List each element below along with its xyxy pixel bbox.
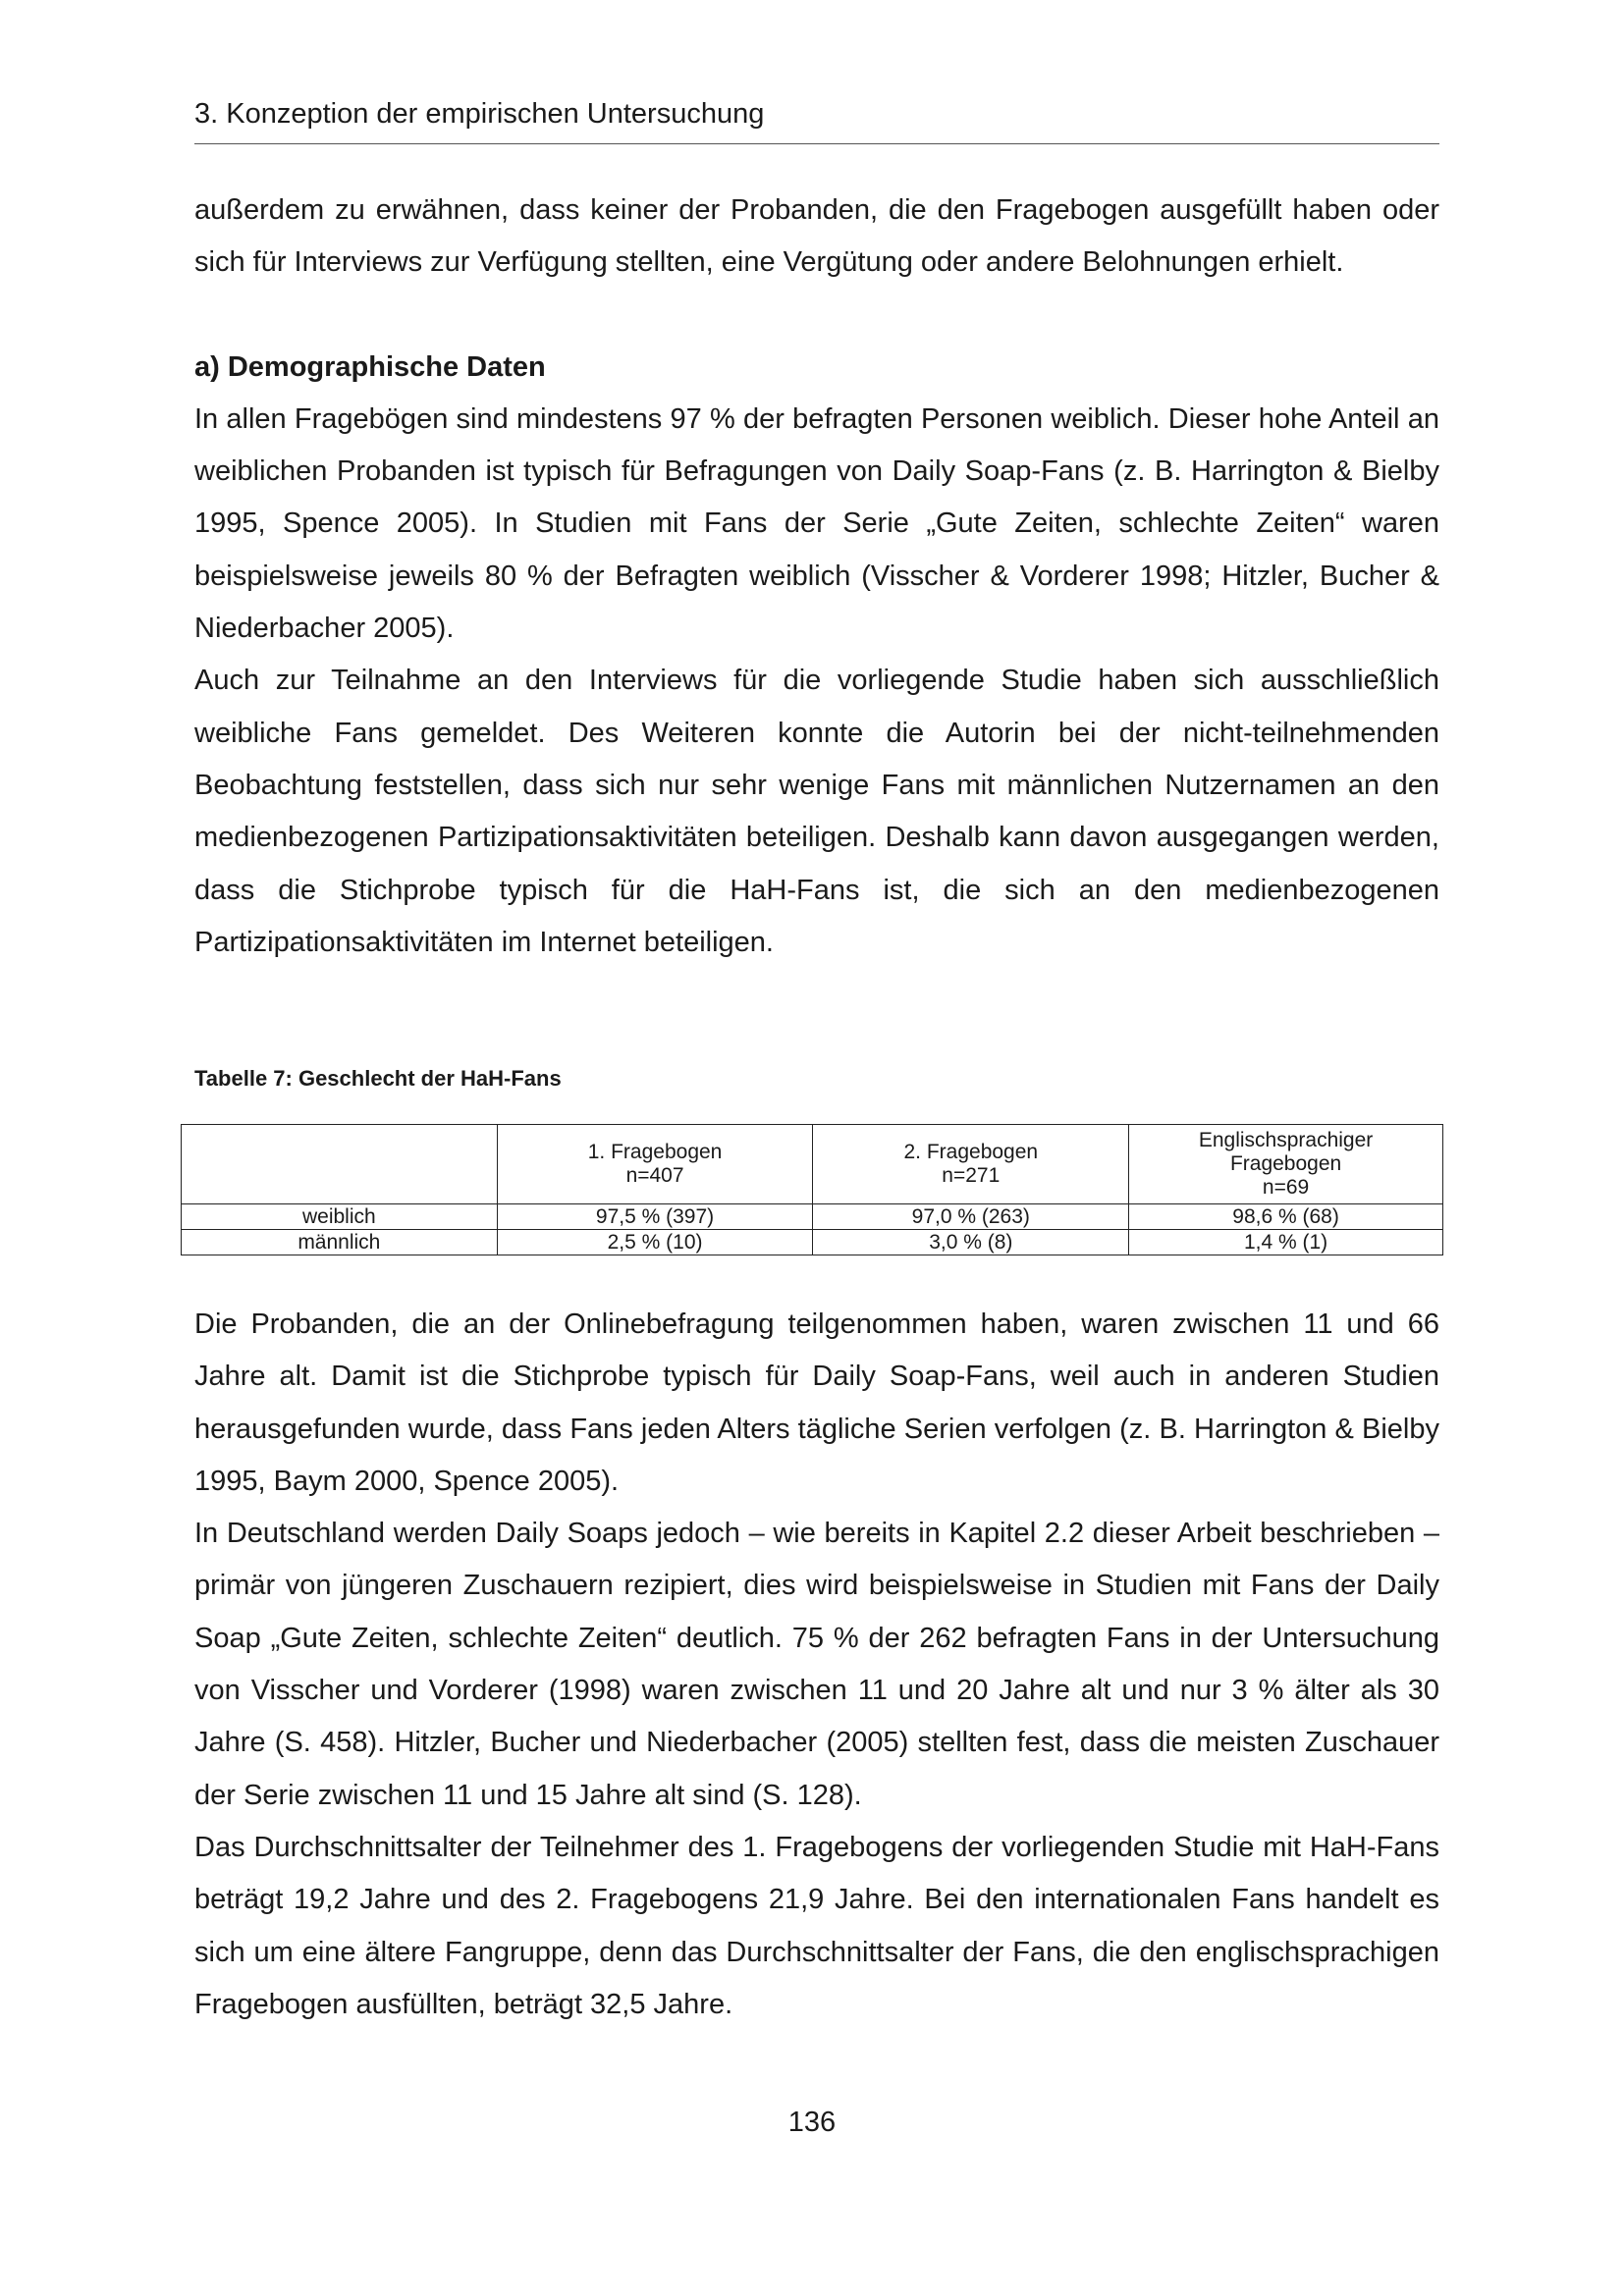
intro-paragraph: außerdem zu erwähnen, dass keiner der Probanden, die den Fragebogen ausgefüllt haben oder sich für Interviews zur Verfügung stellten, eine Vergütung oder andere Belohnungen erhielt. xyxy=(194,194,1439,279)
table-row xyxy=(182,1230,1443,1255)
table-cell: 97,5 % (397) xyxy=(497,1204,813,1230)
row-label: männlich xyxy=(182,1230,498,1255)
table-cell: 98,6 % (68) xyxy=(1129,1204,1443,1230)
body-section-top xyxy=(194,185,1439,969)
column-sample-size: n=407 xyxy=(625,1164,684,1187)
column-sample-size: n=69 xyxy=(1262,1176,1310,1199)
table-cell: 97,0 % (263) xyxy=(813,1204,1129,1230)
column-title: Englischsprachiger xyxy=(1198,1129,1374,1151)
column-title: 1. Fragebogen xyxy=(587,1141,723,1163)
table-row xyxy=(182,1204,1443,1230)
column-sample-size: n=271 xyxy=(942,1164,1001,1187)
table-header-empty xyxy=(182,1125,498,1204)
running-header: 3. Konzeption der empirischen Untersuchung xyxy=(194,94,1439,144)
section-heading: a) Demographische Daten xyxy=(194,350,546,383)
table-header-row xyxy=(182,1125,1443,1204)
gender-table xyxy=(181,1124,1443,1255)
table-header-cell xyxy=(1129,1125,1443,1204)
table-caption: Tabelle 7: Geschlecht der HaH-Fans xyxy=(194,1066,562,1091)
table-cell: 3,0 % (8) xyxy=(813,1230,1129,1255)
paragraph-2: Auch zur Teilnahme an den Interviews für die vorliegende Studie haben sich ausschließlich weibliche Fans gemeldet. Des Weiteren konnte die Autorin bei der nicht-teilnehmenden Beobachtung feststellen, dass sich nur sehr wenige Fans mit männlichen Nutzernamen an den medienbezogenen Partizipationsaktivitäten beteiligen. Deshalb kann davon ausgegangen werden, dass die Stichprobe typisch für die HaH-Fans ist, die sich an den medienbezogenen Partizipationsaktivitäten im Internet beteiligen. xyxy=(194,665,1439,958)
table-cell: 2,5 % (10) xyxy=(497,1230,813,1255)
row-label: weiblich xyxy=(182,1204,498,1230)
paragraph-4: In Deutschland werden Daily Soaps jedoch – wie bereits in Kapitel 2.2 dieser Arbeit beschrieben – primär von jüngeren Zuschauern rezipiert, dies wird beispielsweise in Studien mit Fans der Daily Soap „Gute Zeiten, schlechte Zeiten“ deutlich. 75 % der 262 befragten Fans in der Untersuchung von Visscher und Vorderer (1998) waren zwischen 11 und 20 Jahre alt und nur 3 % älter als 30 Jahre (S. 458). Hitzler, Bucher und Niederbacher (2005) stellten fest, dass die meisten Zuschauer der Serie zwischen 11 und 15 Jahre alt sind (S. 128). xyxy=(194,1518,1439,1811)
paragraph-5: Das Durchschnittsalter der Teilnehmer des 1. Fragebogens der vorliegenden Studie mit HaH-Fans beträgt 19,2 Jahre und des 2. Fragebogens 21,9 Jahre. Bei den internationalen Fans handelt es sich um eine ältere Fangruppe, denn das Durchschnittsalter der Fans, die den englischsprachigen Fragebogen ausfüllten, beträgt 32,5 Jahre. xyxy=(194,1831,1439,2020)
table-header-cell xyxy=(497,1125,813,1204)
paragraph-3: Die Probanden, die an der Onlinebefragung teilgenommen haben, waren zwischen 11 und 66 Jahre alt. Damit ist die Stichprobe typisch für Daily Soap-Fans, weil auch in anderen Studien herausgefunden wurde, dass Fans jeden Alters tägliche Serien verfolgen (z. B. Harrington & Bielby 1995, Baym 2000, Spence 2005). xyxy=(194,1308,1439,1497)
paragraph-1: In allen Fragebögen sind mindestens 97 % der befragten Personen weiblich. Dieser hohe Anteil an weiblichen Probanden ist typisch für Befragungen von Daily Soap-Fans (z. B. Harrington & Bielby 1995, Spence 2005). In Studien mit Fans der Serie „Gute Zeiten, schlechte Zeiten“ waren beispielsweise jeweils 80 % der Befragten weiblich (Visscher & Vorderer 1998; Hitzler, Bucher & Niederbacher 2005). xyxy=(194,402,1439,645)
table-cell: 1,4 % (1) xyxy=(1129,1230,1443,1255)
page-number: 136 xyxy=(787,2107,837,2138)
table-header-cell xyxy=(813,1125,1129,1204)
column-title-2: Fragebogen xyxy=(1229,1152,1342,1175)
body-section-bottom xyxy=(194,1299,1439,2031)
column-title: 2. Fragebogen xyxy=(903,1141,1039,1163)
